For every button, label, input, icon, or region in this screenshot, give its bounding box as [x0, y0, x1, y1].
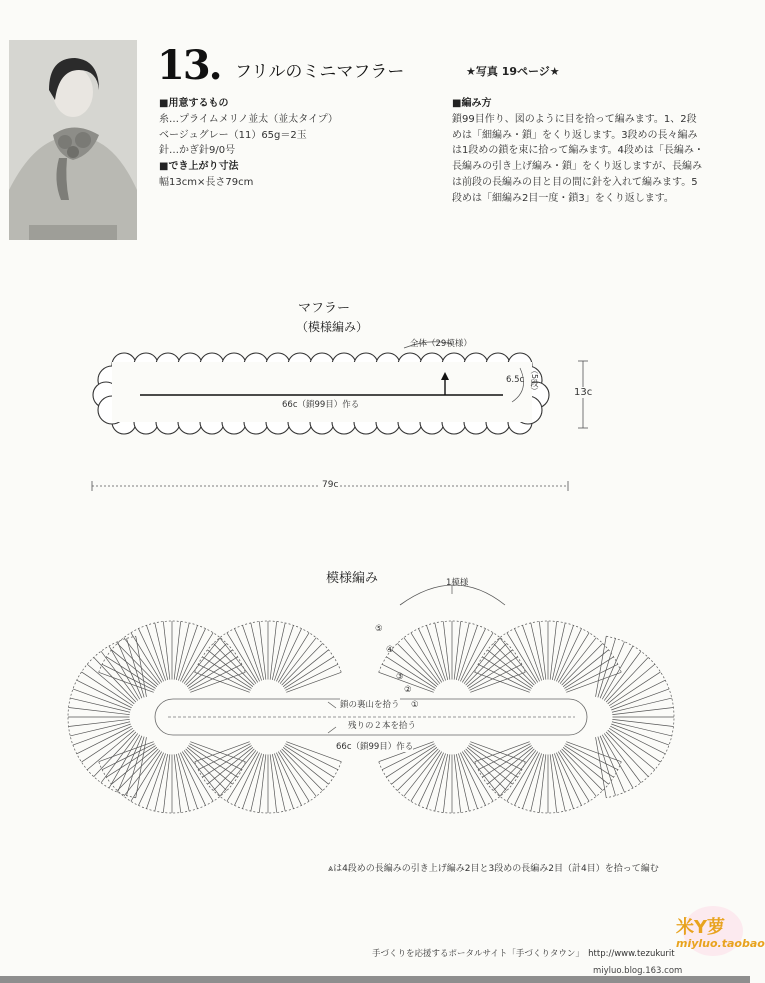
- materials-line: 糸…プライムメリノ並太（並太タイプ）: [159, 113, 338, 125]
- fan-stitch: [195, 742, 342, 813]
- repeat-label: 1模様: [446, 578, 469, 588]
- chart-note: [328, 861, 659, 874]
- fan-stitch: [475, 621, 622, 692]
- row-marker-2: ②: [404, 685, 412, 695]
- row-marker-5: ⑤: [375, 624, 383, 634]
- instruction-line: 長編みの引き上げ編み・鎖」をくり返しますが、長編み: [452, 161, 702, 173]
- fan-stitch: [99, 742, 246, 813]
- brand-logo: 米Y萝: [676, 917, 726, 938]
- brand-logo-sub: miyluo.taobao: [676, 937, 765, 950]
- materials-heading: ■用意するもの: [159, 98, 229, 109]
- row-marker-1: ①: [411, 700, 419, 710]
- finished-size: 幅13cm×長さ79cm: [159, 176, 254, 188]
- row-marker-3: ③: [396, 672, 404, 682]
- fan-stitch: [99, 621, 246, 692]
- chart-note-text: は4段めの長編みの引き上げ編み2目と3段めの長編み2目（計4目）を拾って編む: [333, 864, 659, 874]
- fan-stitch: [379, 742, 526, 813]
- bottom-bar: [0, 976, 750, 983]
- instruction-line: は前段の長編みの目と目の間に針を入れて編みます。5: [452, 176, 698, 188]
- rows-label: （5段）: [530, 366, 539, 396]
- materials-line: ベージュグレー（11）65g＝2玉: [159, 129, 307, 141]
- materials-line: 針…かぎ針9/0号: [159, 145, 236, 157]
- fan-stitch: [68, 636, 146, 798]
- footer-text: 手づくりを応援するポータルサイト「手づくりタウン」 http://www.tezukurit: [372, 949, 675, 959]
- whole-pattern-label: 全体（29模様）: [410, 339, 472, 349]
- instruction-line: は1段めの鎖を束に拾って編みます。4段めは「長編み・: [452, 145, 704, 157]
- chart-title: 模様編み: [326, 571, 379, 586]
- blog-url: miyluo.blog.163.com: [593, 966, 683, 976]
- foundation-chain-label: 66c（鎖99目）作る: [282, 400, 360, 410]
- project-number: 13.: [157, 42, 221, 89]
- height-label: 13c: [574, 387, 593, 398]
- instructions-heading: ■編み方: [452, 98, 492, 109]
- chart-foundation-label: 66c（鎖99目）作る: [336, 742, 414, 752]
- size-heading: ■でき上がり寸法: [159, 161, 239, 173]
- fan-stitch: [195, 621, 342, 692]
- schematic-title: マフラー: [298, 301, 351, 316]
- length-label: 79c: [322, 480, 339, 490]
- project-title: フリルのミニマフラー: [235, 62, 405, 82]
- instruction-line: めは「細編み・鎖」をくり返します。3段めの長々編み: [452, 129, 698, 141]
- cluster-symbol-icon: ⩓: [328, 864, 334, 874]
- instruction-line: 段めは「細編み2目一度・鎖3」をくり返します。: [452, 192, 674, 204]
- fan-stitch: [475, 742, 622, 813]
- photo-reference: ★写真 19ページ★: [466, 65, 560, 78]
- depth-label: 6.5c: [506, 375, 525, 385]
- pick-back-bump-label: 鎖の裏山を拾う: [340, 700, 400, 710]
- instruction-line: 鎖99目作り、図のように目を拾って編みます。1、2段: [452, 113, 697, 125]
- remaining-loops-label: 残りの２本を拾う: [348, 721, 417, 731]
- schematic-subtitle: （模様編み）: [296, 320, 369, 334]
- row-marker-4: ④: [386, 645, 394, 655]
